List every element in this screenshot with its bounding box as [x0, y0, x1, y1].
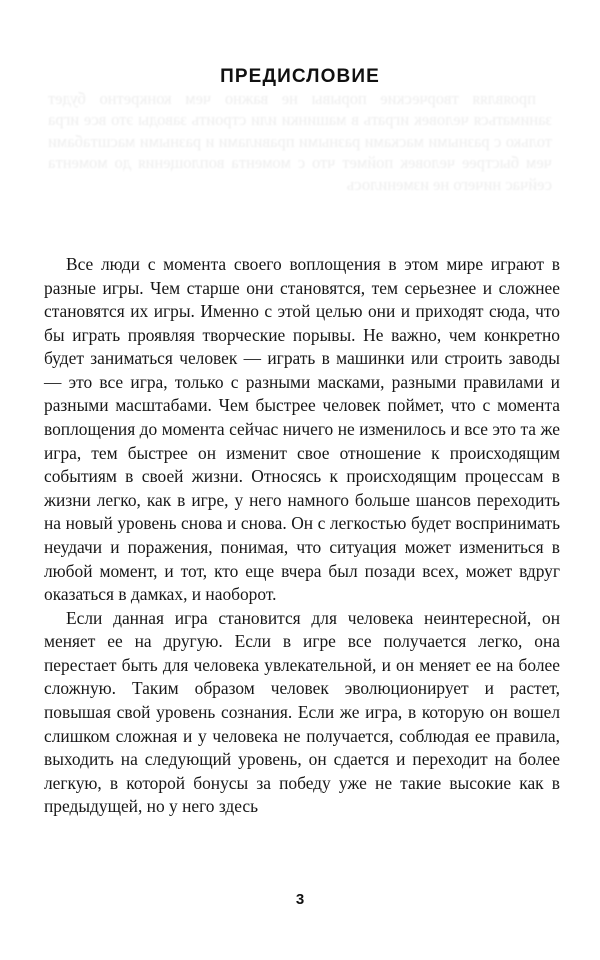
chapter-title: ПРЕДИСЛОВИЕ — [220, 66, 380, 87]
page-number: 3 — [295, 891, 305, 908]
paragraph-1: Все люди с момента своего воплощения в этом мире играют в разные игры. Чем старше они становятся, тем серьезнее и сложнее становятся их игры. Именно с этой целью они и приходят сюда, что бы играть проявляя творческие порывы. Не важно, чем конкретно будет заниматься человек — играть в машинки или строить заводы — это все игра, только с разными масками, разными правилами и разными масштабами. Чем быстрее человек поймет, что с момента воплощения до момента сейчас ничего не изменилось и все это та же игра, тем быстрее он изменит свое отношение к происходящим событиям в своей жизни. Относясь к происходящим процессам в жизни легко, как в игре, у него намного больше шансов переходить на новый уровень снова и снова. Он с легкостью будет воспринимать неудачи и поражения, понимая, что ситуация может измениться в любой момент, и тот, кто еще вчера был позади всех, может вдруг оказаться в дамках, и наоборот. — [44, 254, 560, 605]
body-text — [44, 253, 560, 819]
paragraph-2: Если данная игра становится для человека неинтересной, он меняет ее на другую. Если в игре все получается легко, она перестает быть для человека увлекательной, и он меняет ее на более сложную. Таким образом человек эволюционирует и растет, повышая свой уровень сознания. Если же игра, в которую он вошел слишком сложная и у человека не получается, соблюдая ее правила, выходить на следующий уровень, он сдается и переходит на более легкую, в которой бонусы за победу уже не такие высокие как в предыдущей, но у него здесь — [44, 607, 560, 817]
bleed-through-text: проявляя творческие порывы не важно чем конкретно будет заниматься человек играть в машинки или строить заводы это все игра только с разными масками разными правилами и разными масштабами чем быстрее человек поймет что с момента воплощения до момента сейчас ничего не изменилось — [48, 89, 552, 194]
reverse-side-bleed-through — [48, 88, 552, 238]
